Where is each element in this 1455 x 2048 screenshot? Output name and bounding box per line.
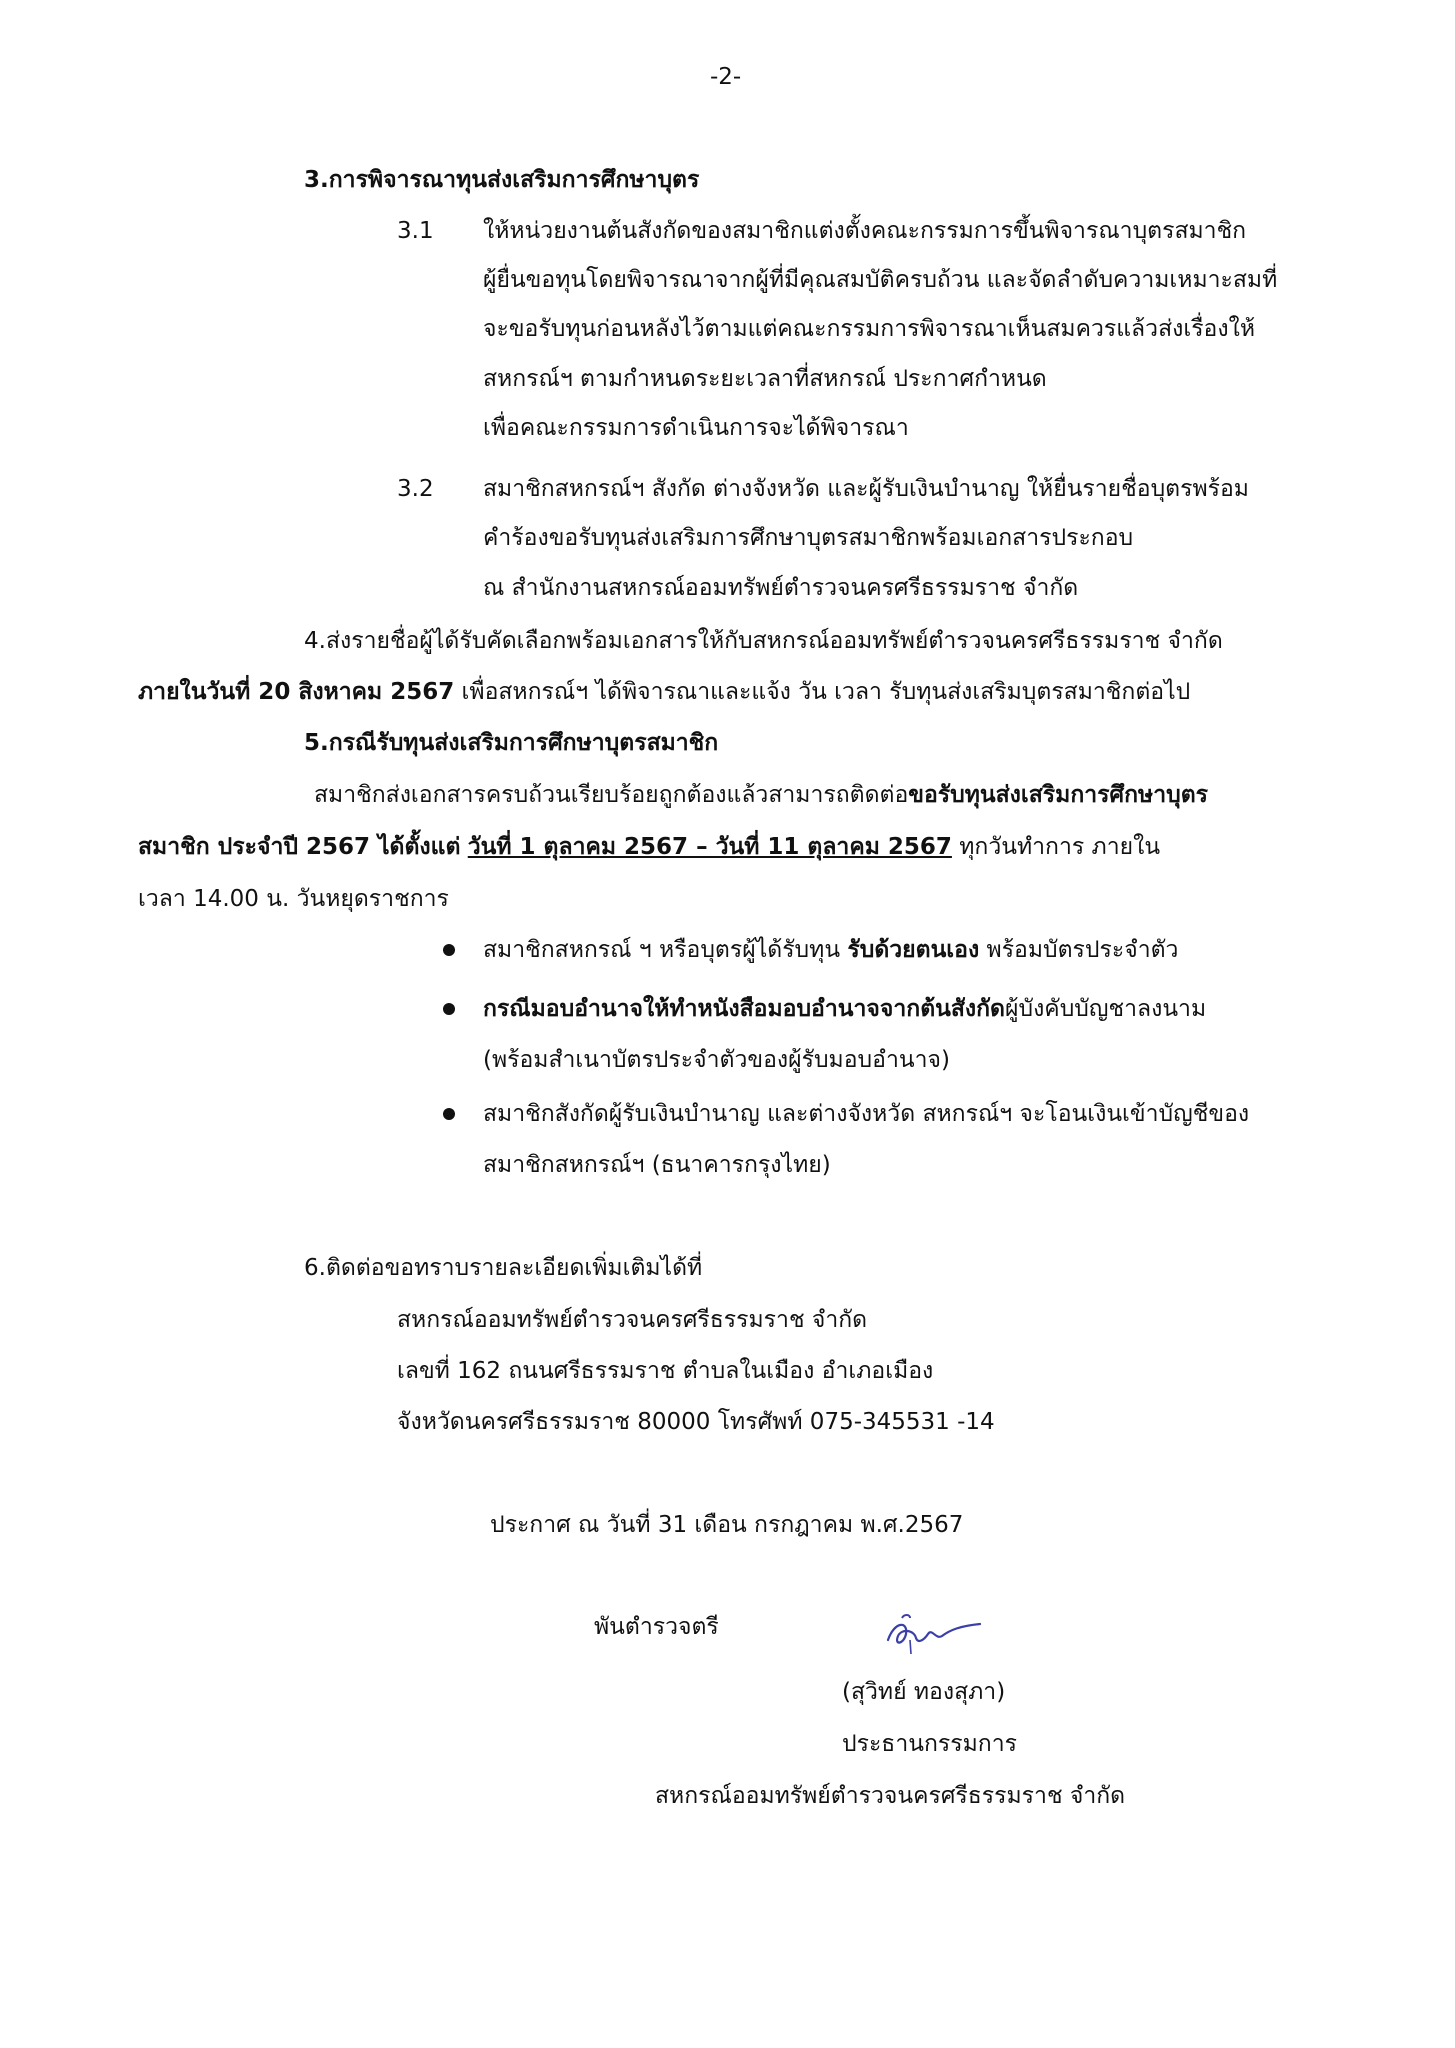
item-3-1-line: เพื่อคณะกรรมการดำเนินการจะได้พิจารณา: [483, 415, 909, 441]
section-5-line: เวลา 14.00 น. วันหยุดราชการ: [138, 886, 449, 912]
signer-organization: สหกรณ์ออมทรัพย์ตำรวจนครศรีธรรมราช จำกัด: [655, 1783, 1126, 1809]
section-4-line: [138, 677, 1190, 707]
bullet-text: พร้อมบัตรประจำตัว: [979, 937, 1179, 963]
bullet-text: ผู้บังคับบัญชาลงนาม: [1005, 996, 1207, 1022]
section-5-heading: 5.กรณีรับทุนส่งเสริมการศึกษาบุตรสมาชิก: [304, 730, 719, 756]
signature-icon: [880, 1610, 990, 1660]
bullet-item: สมาชิกสังกัดผู้รับเงินบำนาญ และต่างจังหวัด สหกรณ์ฯ จะโอนเงินเข้าบัญชีของ: [483, 1101, 1250, 1127]
section-6-heading: 6.ติดต่อขอทราบรายละเอียดเพิ่มเติมได้ที่: [304, 1255, 703, 1281]
announcement-date: ประกาศ ณ วันที่ 31 เดือน กรกฎาคม พ.ศ.2567: [490, 1512, 964, 1538]
section-4-rest: เพื่อสหกรณ์ฯ ได้พิจารณาและแจ้ง วัน เวลา รับทุนส่งเสริมบุตรสมาชิกต่อไป: [454, 679, 1191, 705]
section-5-line: [314, 780, 1208, 810]
bullet-item-line2: (พร้อมสำเนาบัตรประจำตัวของผู้รับมอบอำนาจ): [483, 1047, 950, 1073]
bullet-bold: กรณีมอบอำนาจให้ทำหนังสือมอบอำนาจจากต้นสังกัด: [483, 996, 1005, 1022]
item-3-1-line: สหกรณ์ฯ ตามกำหนดระยะเวลาที่สหกรณ์ ประกาศกำหนด: [483, 366, 1047, 392]
item-3-1-number: 3.1: [397, 218, 434, 244]
section-4-line: 4.ส่งรายชื่อผู้ได้รับคัดเลือกพร้อมเอกสารให้กับสหกรณ์ออมทรัพย์ตำรวจนครศรีธรรมราช จำกัด: [304, 628, 1223, 654]
section-5-bold: ขอรับทุนส่งเสริมการศึกษาบุตร: [908, 782, 1209, 808]
signer-rank: พันตำรวจตรี: [594, 1614, 719, 1640]
date-range: วันที่ 1 ตุลาคม 2567 – วันที่ 11 ตุลาคม 2567: [467, 834, 952, 860]
bullet-bold: รับด้วยตนเอง: [847, 937, 980, 963]
bullet-icon: [443, 1108, 455, 1120]
item-3-2-line: ณ สำนักงานสหกรณ์ออมทรัพย์ตำรวจนครศรีธรรมราช จำกัด: [483, 575, 1079, 601]
contact-line: จังหวัดนครศรีธรรมราช 80000 โทรศัพท์ 075-345531 -14: [397, 1409, 995, 1435]
section-5-bold: สมาชิก ประจำปี 2567 ได้ตั้งแต่: [138, 834, 461, 860]
signer-name: (สุวิทย์ ทองสุภา): [842, 1679, 1006, 1705]
section-3-heading: 3.การพิจารณาทุนส่งเสริมการศึกษาบุตร: [304, 167, 700, 193]
section-5-text: ทุกวันทำการ ภายใน: [951, 834, 1161, 860]
item-3-1-line: ผู้ยื่นขอทุนโดยพิจารณาจากผู้ที่มีคุณสมบัติครบถ้วน และจัดลำดับความเหมาะสมที่: [483, 267, 1278, 293]
item-3-1-line: จะขอรับทุนก่อนหลังไว้ตามแต่คณะกรรมการพิจารณาเห็นสมควรแล้วส่งเรื่องให้: [483, 316, 1255, 342]
contact-line: เลขที่ 162 ถนนศรีธรรมราช ตำบลในเมือง อำเภอเมือง: [397, 1358, 934, 1384]
bullet-icon: [443, 1003, 455, 1015]
page-number: -2-: [710, 64, 742, 90]
bullet-item-line2: สมาชิกสหกรณ์ฯ (ธนาคารกรุงไทย): [483, 1152, 831, 1178]
bullet-item: [483, 935, 1178, 965]
item-3-2-number: 3.2: [397, 476, 434, 502]
deadline-text: ภายในวันที่ 20 สิงหาคม 2567: [138, 679, 455, 705]
contact-line: สหกรณ์ออมทรัพย์ตำรวจนครศรีธรรมราช จำกัด: [397, 1307, 868, 1333]
bullet-text: สมาชิกสหกรณ์ ฯ หรือบุตรผู้ได้รับทุน: [483, 937, 848, 963]
bullet-icon: [443, 944, 455, 956]
section-5-line: [138, 832, 1160, 862]
signer-position: ประธานกรรมการ: [842, 1731, 1017, 1757]
item-3-2-line: สมาชิกสหกรณ์ฯ สังกัด ต่างจังหวัด และผู้รับเงินบำนาญ ให้ยื่นรายชื่อบุตรพร้อม: [483, 476, 1249, 502]
section-5-text: สมาชิกส่งเอกสารครบถ้วนเรียบร้อยถูกต้องแล้วสามารถติดต่อ: [314, 782, 909, 808]
item-3-2-line: คำร้องขอรับทุนส่งเสริมการศึกษาบุตรสมาชิกพร้อมเอกสารประกอบ: [483, 525, 1134, 551]
item-3-1-line: ให้หน่วยงานต้นสังกัดของสมาชิกแต่งตั้งคณะกรรมการขึ้นพิจารณาบุตรสมาชิก: [483, 218, 1247, 244]
bullet-item: [483, 994, 1206, 1024]
